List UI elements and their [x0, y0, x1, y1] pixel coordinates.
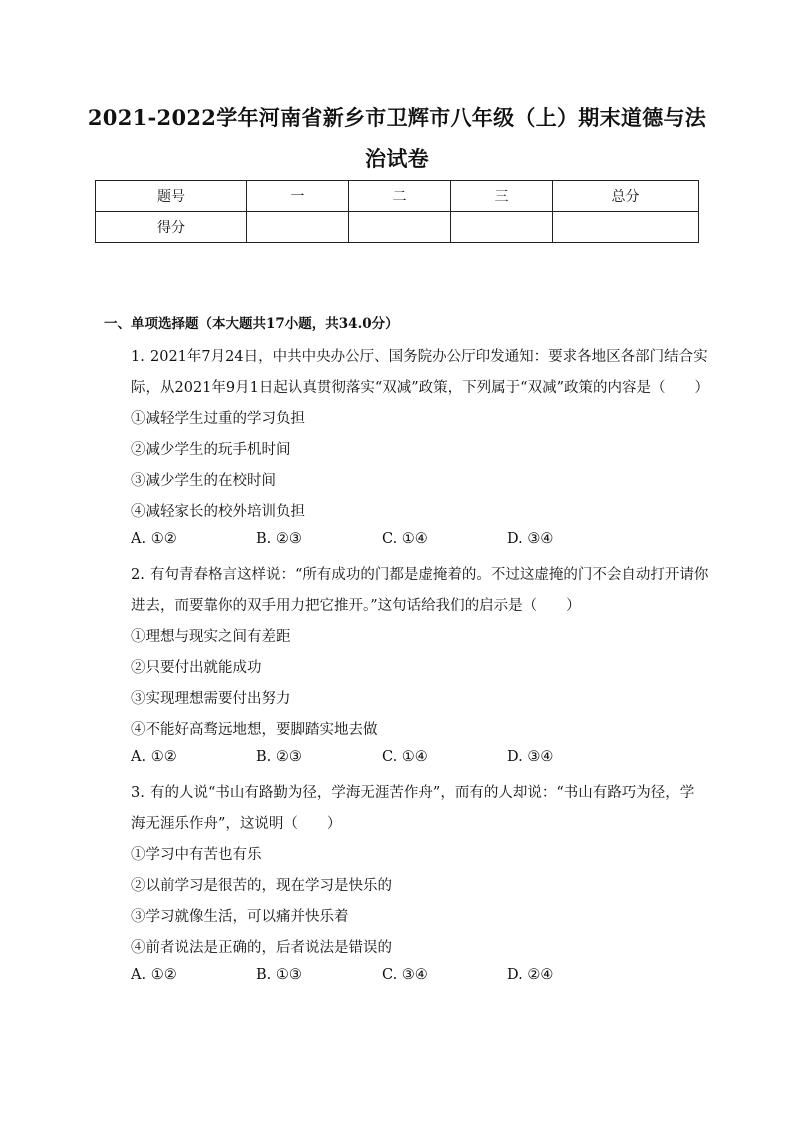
score-table: [95, 180, 699, 243]
question-stem-line: 海无涯乐作舟”，这说明（ ）: [131, 816, 342, 832]
score-header-label: 题号: [96, 181, 247, 212]
choice-c: C. ①④: [382, 531, 428, 547]
question-option: ④不能好高骛远地想，要脚踏实地去做: [131, 722, 378, 738]
question-option: ④减轻家长的校外培训负担: [131, 504, 305, 520]
choice-c: C. ①④: [382, 749, 428, 765]
score-cell-part3: [451, 212, 553, 243]
score-cell-total: [553, 212, 699, 243]
question-option: ①理想与现实之间有差距: [131, 629, 291, 645]
score-row-label: 得分: [96, 212, 247, 243]
score-cell-part1: [247, 212, 349, 243]
score-table-header-row: [96, 181, 699, 212]
score-header-total: 总分: [553, 181, 699, 212]
score-cell-part2: [349, 212, 451, 243]
choice-b: B. ①③: [256, 967, 302, 983]
question-option: ③学习就像生活，可以痛并快乐着: [131, 909, 349, 925]
choice-d: D. ③④: [507, 531, 554, 547]
question-stem-line: 进去，而要靠你的双手用力把它推开。”这句话给我们的启示是（ ）: [131, 598, 581, 614]
exam-title-line1: 2021-2022学年河南省新乡市卫辉市八年级（上）期末道德与法: [87, 105, 707, 130]
question-option: ③减少学生的在校时间: [131, 473, 276, 489]
choice-b: B. ②③: [256, 749, 302, 765]
question-stem-line: 2. 有句青春格言这样说：“所有成功的门都是虚掩着的。不过这虚掩的门不会自动打开请你: [131, 567, 709, 583]
question-number: 2.: [131, 567, 145, 583]
question-option: ③实现理想需要付出努力: [131, 691, 291, 707]
question-number: 3.: [131, 785, 145, 801]
choice-a: A. ①②: [131, 749, 177, 765]
score-header-part2: 二: [349, 181, 451, 212]
question-stem-line: 1. 2021年7月24日，中共中央办公厅、国务院办公厅印发通知：要求各地区各部门结合实: [131, 349, 708, 365]
question-number: 1.: [131, 349, 145, 365]
score-header-part1: 一: [247, 181, 349, 212]
question-option: ②以前学习是很苦的，现在学习是快乐的: [131, 878, 392, 894]
question-stem-line: 际，从2021年9月1日起认真贯彻落实“双减”政策，下列属于“双减”政策的内容是（ ）: [131, 380, 710, 396]
question-option: ②只要付出就能成功: [131, 660, 262, 676]
choice-d: D. ③④: [507, 749, 554, 765]
question-option: ①学习中有苦也有乐: [131, 847, 262, 863]
question-stem-line: 3. 有的人说“书山有路勤为径，学海无涯苦作舟”，而有的人却说：“书山有路巧为径，学: [131, 785, 695, 801]
choice-c: C. ③④: [382, 967, 428, 983]
score-header-part3: 三: [451, 181, 553, 212]
section-heading: 一、单项选择题（本大题共17小题，共34.0分）: [104, 316, 399, 332]
choice-a: A. ①②: [131, 967, 177, 983]
score-table-score-row: [96, 212, 699, 243]
question-option: ②减少学生的玩手机时间: [131, 442, 291, 458]
choice-b: B. ②③: [256, 531, 302, 547]
choice-a: A. ①②: [131, 531, 177, 547]
question-option: ①减轻学生过重的学习负担: [131, 411, 305, 427]
exam-title-line2: 治试卷: [365, 146, 429, 171]
choice-d: D. ②④: [507, 967, 554, 983]
question-option: ④前者说法是正确的，后者说法是错误的: [131, 940, 392, 956]
